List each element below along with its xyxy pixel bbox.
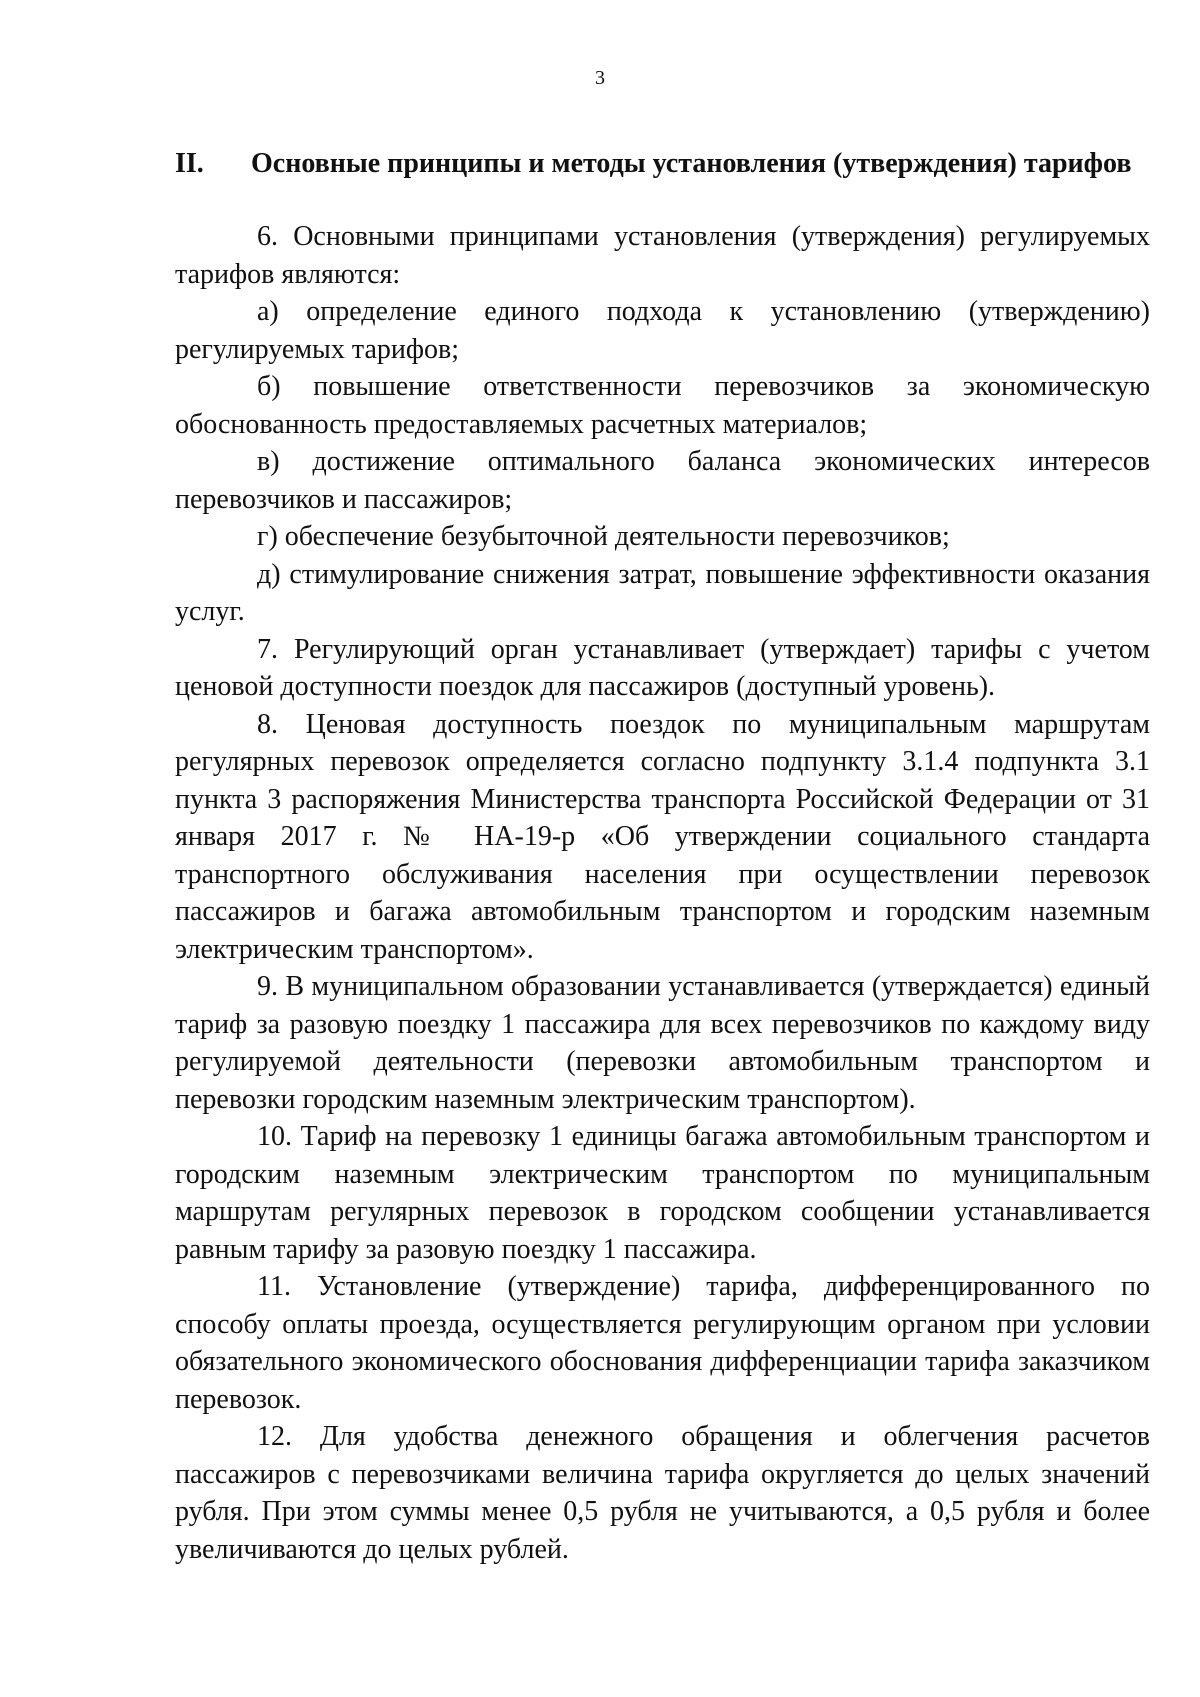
section-heading	[175, 146, 1150, 182]
paragraph-12: 12. Для удобства денежного обращения и облегчения расчетов пассажиров с перевозчиками величина тарифа округляется до целых значений рубля. При этом суммы менее 0,5 рубля не учитываются, а 0,5 рубля и более увеличиваются до целых рублей.	[175, 1421, 1150, 1565]
paragraph-9: 9. В муниципальном образовании устанавливается (утверждается) единый тариф за разовую поездку 1 пассажира для всех перевозчиков по каждому виду регулируемой деятельности (перевозки автомобильным транспортом и перевозки городским наземным электрическим транспортом).	[175, 971, 1150, 1115]
document-body	[175, 218, 1150, 1568]
section-title: Основные принципы и методы установления (утверждения) тарифов	[251, 148, 1132, 179]
paragraph-7: 7. Регулирующий орган устанавливает (утверждает) тарифы с учетом ценовой доступности поездок для пассажиров (доступный уровень).	[175, 633, 1150, 702]
paragraph-8: 8. Ценовая доступность поездок по муниципальным маршрутам регулярных перевозок определяется согласно подпункту 3.1.4 подпункта 3.1 пункта 3 распоряжения Министерства транспорта Российской Федерации от 31 января 2017 г. № НА-19-р «Об утверждении социального стандарта транспортного обслуживания населения при осуществлении перевозок пассажиров и багажа автомобильным транспортом и городским наземным электрическим транспортом».	[175, 708, 1150, 965]
paragraph-6a: а) определение единого подхода к установлению (утверждению) регулируемых тарифов;	[175, 296, 1150, 365]
section-number: II.	[175, 148, 204, 179]
page-number: 3	[595, 67, 605, 89]
paragraph-11: 11. Установление (утверждение) тарифа, дифференцированного по способу оплаты проезда, осуществляется регулирующим органом при условии обязательного экономического обоснования дифференциации тарифа заказчиком перевозок.	[175, 1271, 1150, 1415]
paragraph-10: 10. Тариф на перевозку 1 единицы багажа автомобильным транспортом и городским наземным электрическим транспортом по муниципальным маршрутам регулярных перевозок в городском сообщении устанавливается равным тарифу за разовую поездку 1 пассажира.	[175, 1121, 1150, 1265]
paragraph-6v: в) достижение оптимального баланса экономических интересов перевозчиков и пассажиров;	[175, 446, 1150, 515]
paragraph-6: 6. Основными принципами установления (утверждения) регулируемых тарифов являются:	[175, 221, 1150, 290]
paragraph-6g: г) обеспечение безубыточной деятельности перевозчиков;	[257, 521, 950, 552]
paragraph-6d: д) стимулирование снижения затрат, повышение эффективности оказания услуг.	[175, 558, 1150, 627]
paragraph-6b: б) повышение ответственности перевозчиков за экономическую обоснованность предоставляемых расчетных материалов;	[175, 371, 1150, 440]
